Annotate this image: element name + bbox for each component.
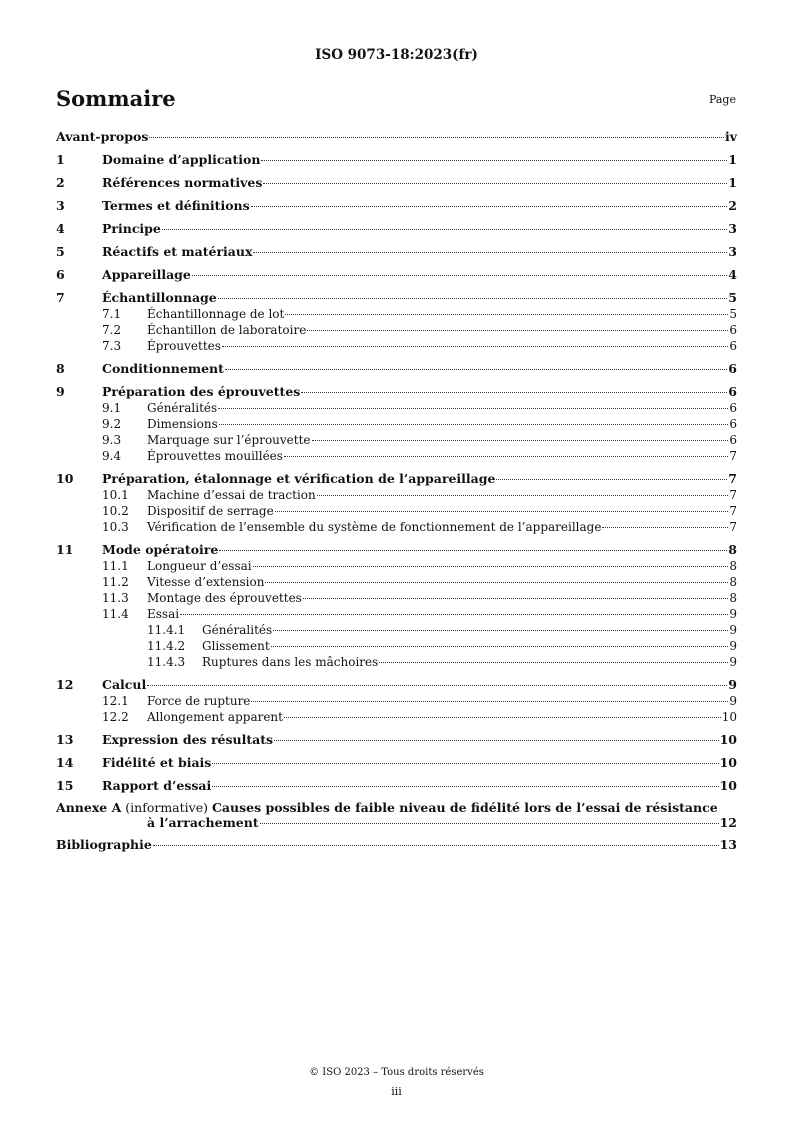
toc-entry-text: Essai <box>147 607 180 621</box>
toc-entry-subsection[interactable] <box>56 503 737 519</box>
toc-entry-page: 7 <box>729 504 737 518</box>
dot-leader <box>219 424 729 425</box>
dot-leader <box>180 614 728 615</box>
toc-entry-text: Rapport d’essai <box>102 778 212 793</box>
toc-entry-page: 12 <box>719 815 737 830</box>
toc-entry-text: Échantillonnage <box>102 290 217 305</box>
toc-entry-subsection[interactable] <box>56 606 737 622</box>
toc-entry-number: 11.4.1 <box>147 623 186 637</box>
toc-entry-page: 10 <box>719 778 737 793</box>
toc-entry-section[interactable] <box>56 777 737 794</box>
toc-entry-text: Préparation des éprouvettes <box>102 384 301 399</box>
toc-entry-number: 11.4 <box>102 607 129 621</box>
toc-entry-subsection[interactable] <box>56 322 737 338</box>
toc-entry-subsection[interactable] <box>56 519 737 535</box>
dot-leader <box>212 763 718 764</box>
toc-entry-subsection[interactable] <box>56 487 737 503</box>
toc-entry-text: Éprouvettes mouillées <box>147 449 283 463</box>
toc-entry-subsubsection[interactable] <box>56 622 737 638</box>
dot-leader <box>251 701 728 702</box>
toc-entry-page: 1 <box>728 152 737 167</box>
toc-entry-text: Généralités <box>147 401 218 415</box>
toc-entry-page: 1 <box>728 175 737 190</box>
toc-entry-number: 13 <box>56 732 74 747</box>
dot-leader <box>219 550 727 551</box>
toc-entry-text: Vitesse d’extension <box>147 575 265 589</box>
toc-entry-text: Dimensions <box>147 417 218 431</box>
toc-entry-number: 12.1 <box>102 694 129 708</box>
toc-entry-text: Allongement apparent <box>147 710 283 724</box>
toc-entry-text: Termes et définitions <box>102 198 250 213</box>
toc-entry-number: 3 <box>56 198 65 213</box>
toc-entry-number: 14 <box>56 755 74 770</box>
dot-leader <box>253 566 729 567</box>
toc-entry-number: 6 <box>56 267 65 282</box>
toc-entry-number: 9.3 <box>102 433 122 447</box>
toc-entry-page: iv <box>724 129 737 144</box>
toc-entry-section[interactable] <box>56 676 737 693</box>
toc-entry-text: Vérification de l’ensemble du système de fonctionnement de l’appareillage <box>147 520 602 534</box>
toc-entry-page: 7 <box>728 471 737 486</box>
table-of-contents <box>56 128 737 853</box>
toc-entry-page: 4 <box>728 267 737 282</box>
toc-entry-section[interactable] <box>56 243 737 260</box>
toc-entry-text: Calcul <box>102 677 147 692</box>
annex-title-line2: à l’arrachement <box>147 815 259 830</box>
toc-entry-text: Conditionnement <box>102 361 224 376</box>
toc-entry-subsection[interactable] <box>56 709 737 725</box>
toc-entry-number: 4 <box>56 221 65 236</box>
toc-entry-text: Appareillage <box>102 267 191 282</box>
toc-entry-section[interactable] <box>56 266 737 283</box>
toc-entry-subsection[interactable] <box>56 558 737 574</box>
toc-entry-number: 11.4.3 <box>147 655 186 669</box>
toc-entry-subsection[interactable] <box>56 338 737 354</box>
dot-leader <box>602 527 728 528</box>
dot-leader <box>285 314 728 315</box>
dot-leader <box>303 598 729 599</box>
toc-entry-section[interactable] <box>56 197 737 214</box>
dot-leader <box>251 206 728 207</box>
toc-entry-text: Longueur d’essai <box>147 559 252 573</box>
dot-leader <box>307 330 728 331</box>
toc-entry-page: 9 <box>729 607 737 621</box>
dot-leader <box>263 183 727 184</box>
toc-entry-text: Marquage sur l’éprouvette <box>147 433 311 447</box>
toc-entry-bibliography[interactable] <box>56 836 737 853</box>
toc-entry-number: 11 <box>56 542 74 557</box>
annex-label: Annexe A <box>56 800 122 815</box>
toc-entry-text: Préparation, étalonnage et vérification de l’appareillage <box>102 471 496 486</box>
toc-entry-subsection[interactable] <box>56 448 737 464</box>
toc-entry-number: 15 <box>56 778 74 793</box>
toc-entry-number: 12.2 <box>102 710 129 724</box>
dot-leader <box>192 275 727 276</box>
toc-entry-text: Réactifs et matériaux <box>102 244 253 259</box>
toc-entry-number: 10.3 <box>102 520 129 534</box>
toc-entry-page: 7 <box>729 520 737 534</box>
dot-leader <box>275 511 729 512</box>
toc-entry-page: 3 <box>728 221 737 236</box>
toc-entry-number: 7.1 <box>102 307 122 321</box>
toc-entry-page: 7 <box>729 449 737 463</box>
toc-entry-page: 7 <box>729 488 737 502</box>
toc-entry-page: 6 <box>729 417 737 431</box>
toc-entry-number: 5 <box>56 244 65 259</box>
dot-leader <box>496 479 727 480</box>
dot-leader <box>273 630 728 631</box>
dot-leader <box>147 685 727 686</box>
dot-leader <box>225 369 727 370</box>
toc-entry-text: Glissement <box>202 639 270 653</box>
toc-entry-number: 11.3 <box>102 591 129 605</box>
toc-entry-foreword[interactable] <box>56 128 737 145</box>
toc-entry-page: 6 <box>729 401 737 415</box>
toc-entry-number: 12 <box>56 677 74 692</box>
toc-entry-page: 5 <box>728 290 737 305</box>
toc-entry-text: Mode opératoire <box>102 542 219 557</box>
dot-leader <box>218 298 728 299</box>
toc-entry-number: 9.1 <box>102 401 122 415</box>
toc-entry-number: 11.4.2 <box>147 639 186 653</box>
toc-entry-page: 6 <box>728 384 737 399</box>
toc-entry-subsubsection[interactable] <box>56 638 737 654</box>
toc-entry-number: 11.1 <box>102 559 129 573</box>
toc-entry-text: Machine d’essai de traction <box>147 488 316 502</box>
toc-entry-page: 3 <box>728 244 737 259</box>
toc-entry-subsection[interactable] <box>56 590 737 606</box>
annex-qualifier: (informative) <box>125 800 208 815</box>
toc-entry-page: 8 <box>729 591 737 605</box>
toc-entry-number: 9 <box>56 384 65 399</box>
toc-entry-section[interactable] <box>56 289 737 306</box>
document-id: ISO 9073-18:2023(fr) <box>315 47 478 63</box>
dot-leader <box>218 408 728 409</box>
toc-entry-section[interactable] <box>56 754 737 771</box>
toc-entry-text: Dispositif de serrage <box>147 504 274 518</box>
toc-entry-page: 2 <box>728 198 737 213</box>
toc-entry-page: 6 <box>729 339 737 353</box>
dot-leader <box>274 740 719 741</box>
toc-entry-section[interactable] <box>56 220 737 237</box>
dot-leader <box>312 440 729 441</box>
toc-entry-number: 10.1 <box>102 488 129 502</box>
toc-entry-subsection[interactable] <box>56 400 737 416</box>
toc-entry-number: 2 <box>56 175 65 190</box>
toc-entry-page: 8 <box>728 542 737 557</box>
toc-entry-section[interactable] <box>56 541 737 558</box>
toc-entry-text: Montage des éprouvettes <box>147 591 302 605</box>
toc-entry-subsection[interactable] <box>56 693 737 709</box>
toc-entry-section[interactable] <box>56 470 737 487</box>
page-column-label: Page <box>708 93 736 106</box>
toc-entry-subsection[interactable] <box>56 306 737 322</box>
dot-leader <box>301 392 727 393</box>
dot-leader <box>261 160 727 161</box>
toc-entry-number: 11.2 <box>102 575 129 589</box>
toc-entry-number: 8 <box>56 361 65 376</box>
toc-entry-text: Domaine d’application <box>102 152 261 167</box>
dot-leader <box>253 252 727 253</box>
toc-entry-page: 5 <box>729 307 737 321</box>
footer-page-number: iii <box>391 1085 402 1098</box>
toc-entry-number: 10 <box>56 471 74 486</box>
toc-entry-text: Fidélité et biais <box>102 755 212 770</box>
toc-entry-number: 7.2 <box>102 323 122 337</box>
toc-entry-number: 7 <box>56 290 65 305</box>
page-title: Sommaire <box>56 86 176 111</box>
dot-leader <box>260 823 719 824</box>
dot-leader <box>271 646 729 647</box>
annex-title-line1: Causes possibles de faible niveau de fidélité lors de l’essai de résistance <box>211 800 718 815</box>
toc-entry-page: 6 <box>729 433 737 447</box>
dot-leader <box>153 845 719 846</box>
toc-entry-subsubsection[interactable] <box>56 654 737 670</box>
toc-entry-page: 8 <box>729 575 737 589</box>
toc-entry-subsection[interactable] <box>56 416 737 432</box>
toc-entry-page: 10 <box>721 710 737 724</box>
toc-entry-text: Échantillonnage de lot <box>147 307 285 321</box>
toc-entry-number: 1 <box>56 152 65 167</box>
toc-entry-page: 10 <box>719 732 737 747</box>
toc-entry-number: 7.3 <box>102 339 122 353</box>
toc-entry-text: Principe <box>102 221 161 236</box>
toc-entry-page: 6 <box>728 361 737 376</box>
toc-entry-section[interactable] <box>56 360 737 377</box>
dot-leader <box>265 582 728 583</box>
dot-leader <box>317 495 729 496</box>
toc-entry-section[interactable] <box>56 383 737 400</box>
toc-entry-page: 9 <box>729 694 737 708</box>
toc-entry-page: 6 <box>729 323 737 337</box>
toc-entry-page: 10 <box>719 755 737 770</box>
toc-entry-text: Échantillon de laboratoire <box>147 323 307 337</box>
toc-entry-number: 9.4 <box>102 449 122 463</box>
toc-entry-number: 9.2 <box>102 417 122 431</box>
toc-entry-page: 9 <box>729 655 737 669</box>
toc-entry-text: Ruptures dans les mâchoires <box>202 655 379 669</box>
dot-leader <box>379 662 728 663</box>
footer-copyright: © ISO 2023 – Tous droits réservés <box>309 1067 484 1078</box>
toc-entry-section[interactable] <box>56 174 737 191</box>
toc-entry-page: 8 <box>729 559 737 573</box>
toc-entry-section[interactable] <box>56 731 737 748</box>
dot-leader <box>284 456 728 457</box>
toc-entry-section[interactable] <box>56 151 737 168</box>
dot-leader <box>222 346 728 347</box>
toc-entry-annex-a[interactable] <box>56 800 737 830</box>
toc-entry-number: 10.2 <box>102 504 129 518</box>
toc-entry-page: 13 <box>719 837 737 852</box>
toc-entry-text: Avant-propos <box>56 129 149 144</box>
toc-entry-text: Références normatives <box>102 175 263 190</box>
dot-leader <box>212 786 718 787</box>
dot-leader <box>162 229 727 230</box>
toc-entry-text: Généralités <box>202 623 273 637</box>
dot-leader <box>149 137 724 138</box>
toc-entry-text: Expression des résultats <box>102 732 274 747</box>
toc-entry-text: Éprouvettes <box>147 339 221 353</box>
toc-entry-text: Force de rupture <box>147 694 251 708</box>
toc-entry-text: Bibliographie <box>56 837 152 852</box>
toc-entry-page: 9 <box>728 677 737 692</box>
toc-entry-page: 9 <box>729 639 737 653</box>
dot-leader <box>284 717 721 718</box>
toc-entry-subsection[interactable] <box>56 574 737 590</box>
toc-entry-page: 9 <box>729 623 737 637</box>
toc-entry-subsection[interactable] <box>56 432 737 448</box>
